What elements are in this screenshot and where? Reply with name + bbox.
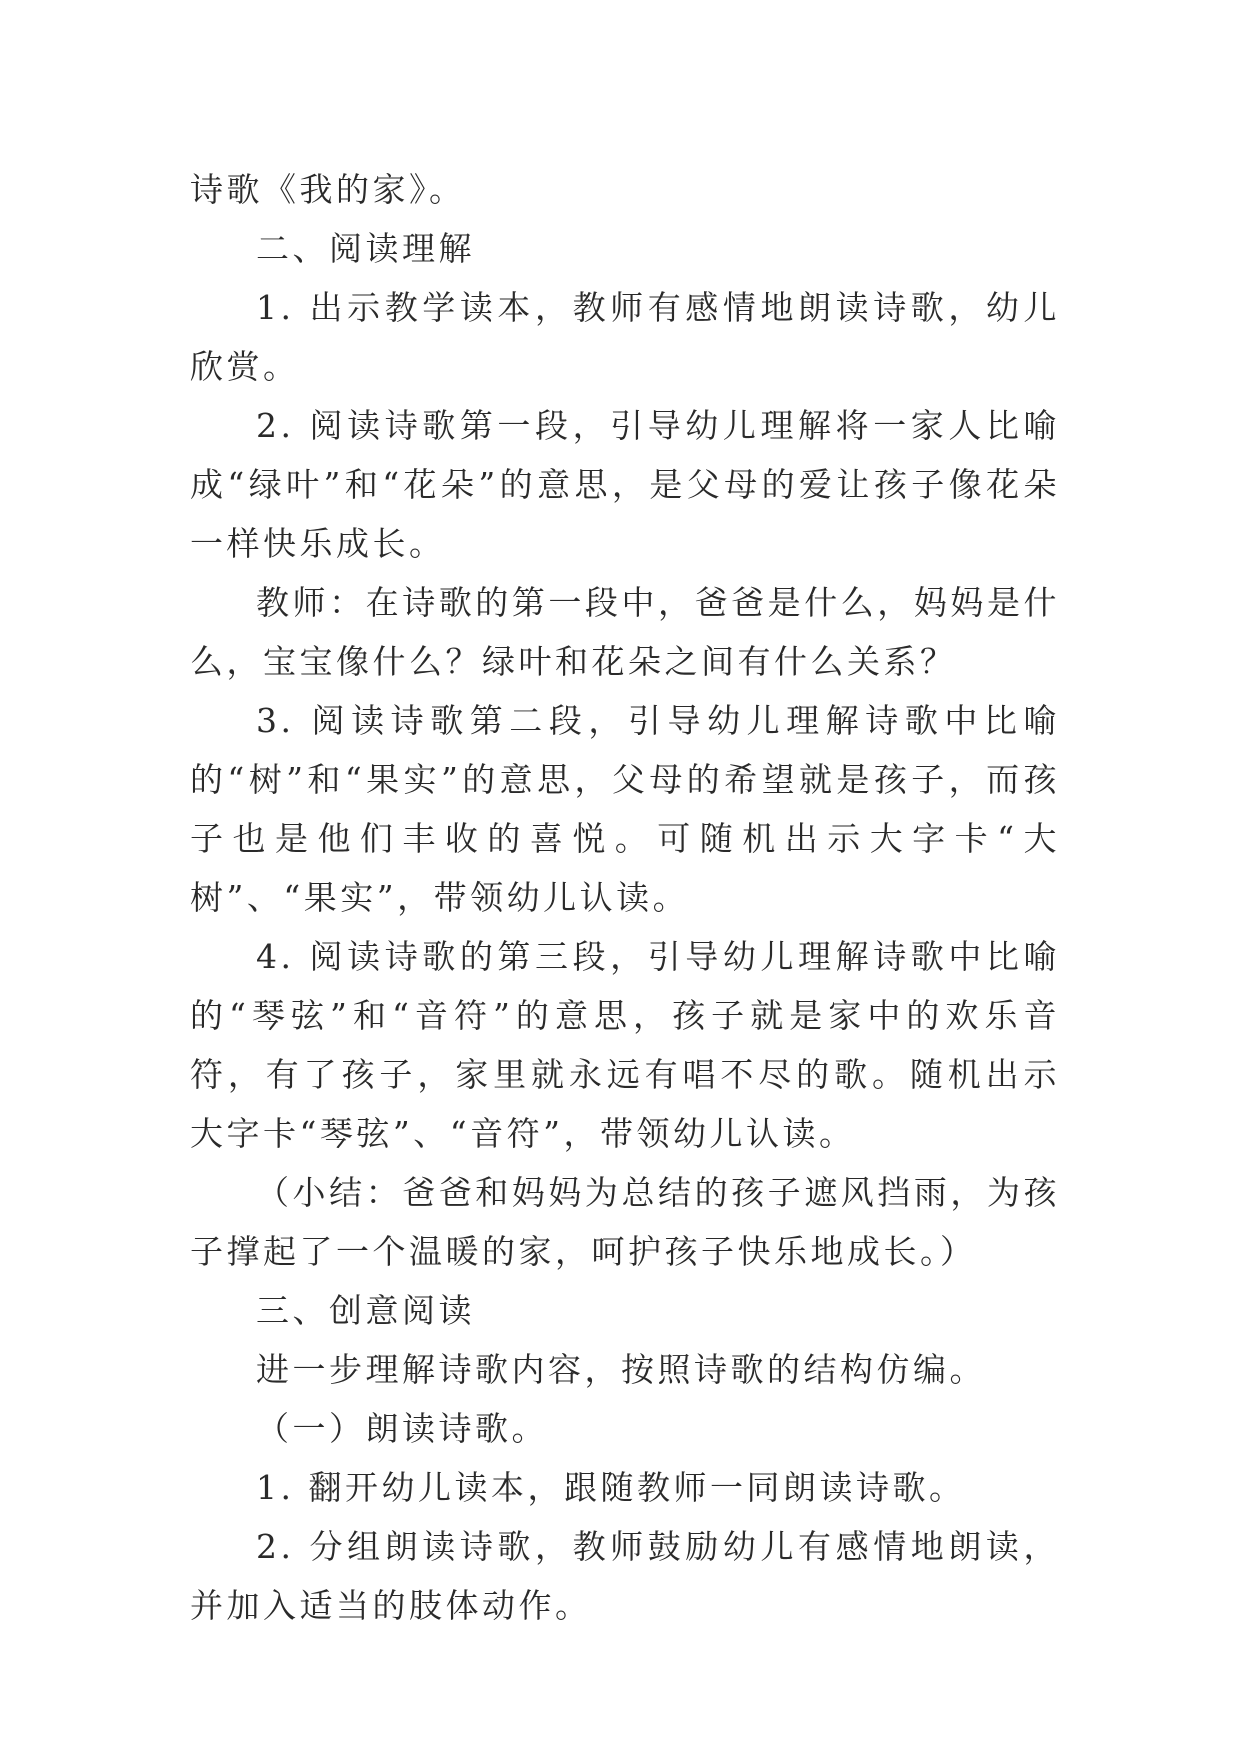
section-heading-reading-comprehension: 二、阅读理解 <box>256 229 475 268</box>
section-heading-creative-reading: 三、创意阅读 <box>256 1291 475 1330</box>
paragraph-teacher-question: 教师：在诗歌的第一段中，爸爸是什么，妈妈是什么，宝宝像什么？绿叶和花朵之间有什么关系？ <box>190 583 1060 681</box>
paragraph-step-4: 4. 阅读诗歌的第三段，引导幼儿理解诗歌中比喻的“琴弦”和“音符”的意思，孩子就是家中的欢乐音符，有了孩子，家里就永远有唱不尽的歌。随机出示大字卡“琴弦”、“音符”，带领幼儿认读。 <box>190 937 1060 1153</box>
paragraph-poem-title: 诗歌《我的家》。 <box>190 170 466 209</box>
paragraph-step-2: 2. 阅读诗歌第一段，引导幼儿理解将一家人比喻成“绿叶”和“花朵”的意思，是父母的爱让孩子像花朵一样快乐成长。 <box>190 406 1060 563</box>
paragraph-step-3: 3. 阅读诗歌第二段，引导幼儿理解诗歌中比喻的“树”和“果实”的意思，父母的希望就是孩子，而孩子也是他们丰收的喜悦。可随机出示大字卡“大树”、“果实”，带领幼儿认读。 <box>190 701 1060 917</box>
paragraph-creative-intro: 进一步理解诗歌内容，按照诗歌的结构仿编。 <box>256 1350 986 1389</box>
paragraph-step-1: 1. 出示教学读本，教师有感情地朗读诗歌，幼儿欣赏。 <box>190 288 1060 386</box>
paragraph-read-step-2: 2. 分组朗读诗歌，教师鼓励幼儿有感情地朗读，并加入适当的肢体动作。 <box>190 1527 1060 1625</box>
paragraph-summary: （小结：爸爸和妈妈为总结的孩子遮风挡雨，为孩子撑起了一个温暖的家，呵护孩子快乐地成长。） <box>190 1173 1060 1271</box>
subsection-heading-read-poem: （一）朗读诗歌。 <box>256 1409 548 1448</box>
paragraph-read-step-1: 1. 翻开幼儿读本，跟随教师一同朗读诗歌。 <box>256 1468 966 1507</box>
document-body <box>190 160 1060 1635</box>
